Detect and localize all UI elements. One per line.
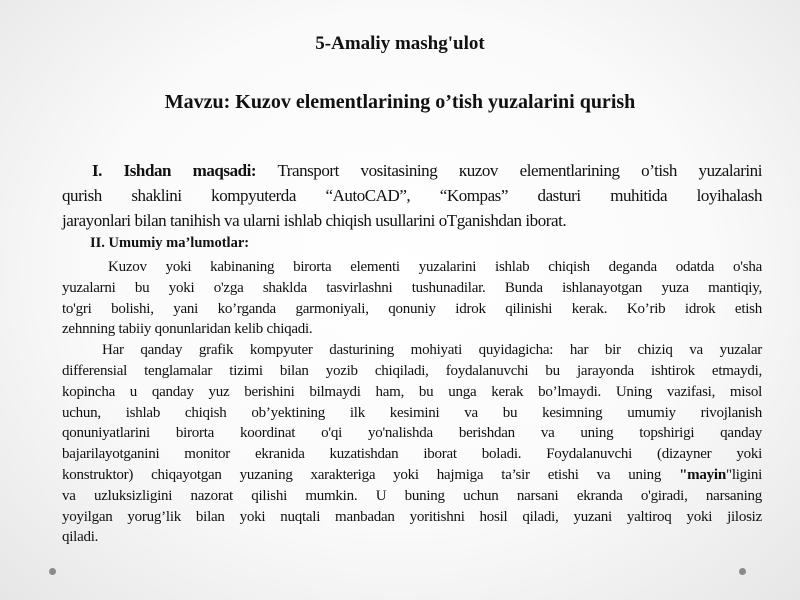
bullet-dot-icon [49,568,56,575]
text-line: bajarilayotganini monitor ekranida kuzatishdan iborat boladi. Foydalanuvchi (dizayner yoki [62,446,762,463]
section-general-info [62,257,762,548]
text-line: qurish shaklini kompyuterda “AutoCAD”, “Kompas” dasturi muhitida loyihalash [62,186,762,205]
text-line: va uzluksizligini nazorat qilishi mumkin. U buning uchun narsani ekranda o'giradi, narsaning [62,487,762,504]
text-line: uchun, ishlab chiqish ob’yektining ilk kesimini va bu kesimning umumiy rivojlanish [62,404,762,421]
text-span: "ligini [725,466,762,483]
section-heading: II. Umumiy ma’lumotlar: [90,235,250,251]
text-line: to'gri bolishi, yani ko’rganda garmoniyali, qonuniy idrok qilinishi kerak. Ko’rib idrok etish [62,300,762,317]
section-label: I. Ishdan maqsadi: [92,161,257,180]
section-purpose [62,158,762,233]
text-line: jarayonlari bilan tanihish va ularni ishlab chiqish usullarini oTganishdan iborat. [62,211,567,230]
text-line: qiladi. [62,529,99,546]
text-line: yuzalarni bu yoki o'zga shaklda tasvirlashni tushunadilar. Bunda ishlanayotgan yuza mantiqiy, [62,279,762,296]
text-span: Transport vositasining кuzov elementlarining o’tish yuzalarini [256,161,762,180]
slide-title: 5-Amaliy mashg'ulot [315,33,485,54]
bold-term: "mayin [679,466,726,483]
text-line: qonuniyatlarini birorta koordinat o'qi yo'nalishda berishdan va uning topshirigi qanday [62,425,762,442]
text-line: differensial tenglamalar tizimi bilan yozib chiqiladi, foydalanuvchi bu jarayonda ishtirok etmaydi, [62,362,762,379]
text-line: yoyilgan yorug’lik bilan yoki nuqtali manbadan yoritishni hosil qiladi, yuzani yaltiroq yoki jilosiz [62,508,762,525]
text-line: Har qanday grafik kompyuter dasturining mohiyati quyidagicha: har bir chiziq va yuzalar [102,342,762,359]
text-span: konstruktor) chiqayotgan yuzaning xarakteriga yoki hajmiga ta’sir etishi va uning [62,466,680,483]
text-line: kopincha u qanday yuz berishini bilmaydi ham, bu unga kerak bo’lmaydi. Uning vazifasi, misol [62,383,762,400]
bullet-dot-icon [739,568,746,575]
text-line [62,465,762,486]
text-line: zehnning tabiiy qonunlaridan kelib chiqadi. [62,321,313,338]
slide-subtitle: Mavzu: Kuzov elementlarining o’tish yuzalarini qurish [164,91,636,113]
text-line [62,158,762,183]
text-line: Kuzov yoki kabinaning birorta elementi yuzalarini ishlab chiqish deganda odatda o'sha [108,259,762,275]
